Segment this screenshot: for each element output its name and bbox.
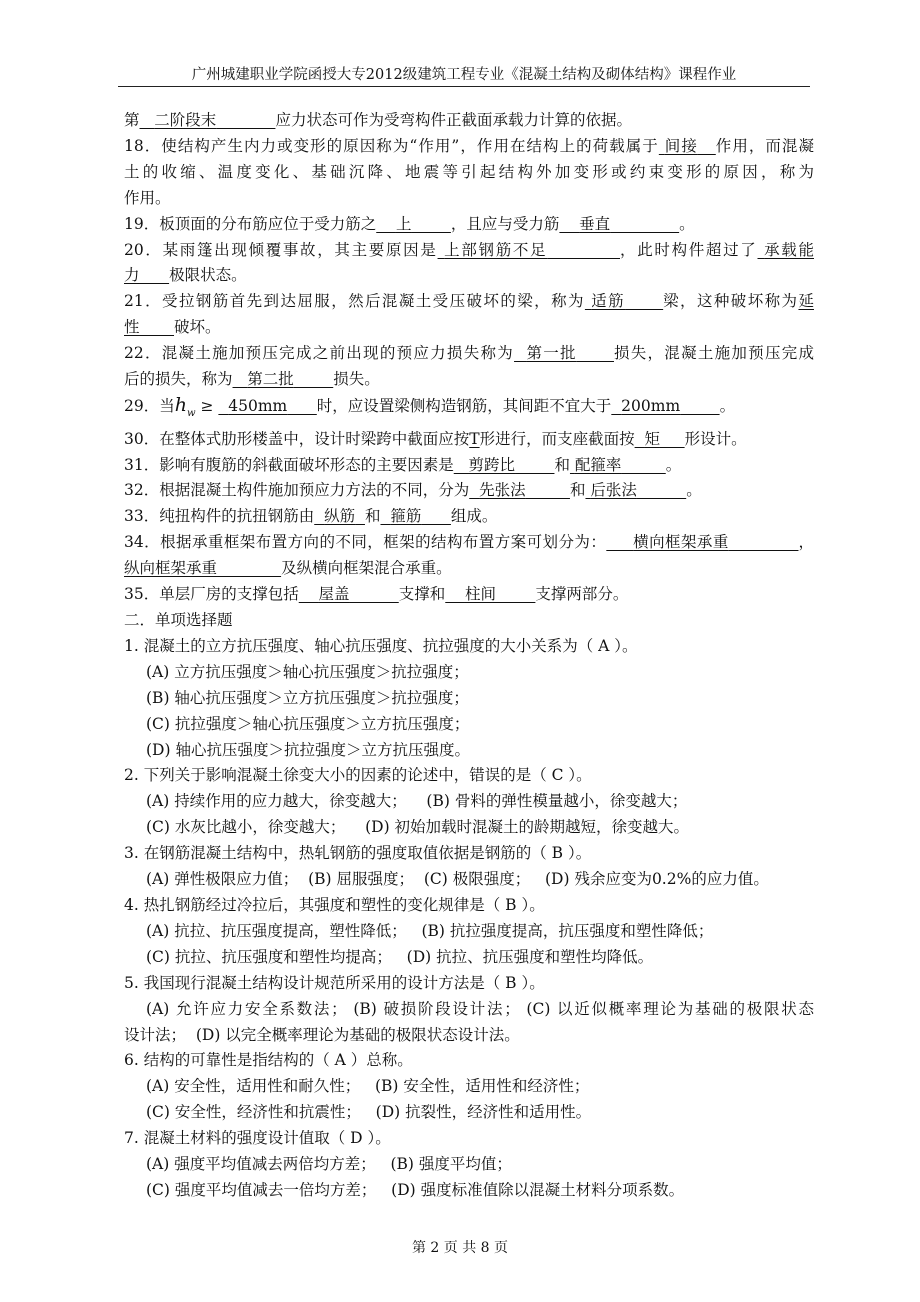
mc-q4-options-cd: (C) 抗拉、抗压强度和塑性均提高； (D) 抗拉、抗压强度和塑性均降低。 [146, 947, 654, 966]
question-19: 19．板顶面的分布筋应位于受力筋之 上 ，且应与受力筋 垂直 。 [124, 214, 695, 233]
mc-q1-option-c: (C) 抗拉强度＞轴心抗压强度＞立方抗压强度； [146, 714, 470, 733]
question-35: 35．单层厂房的支撑包括 屋盖 支撑和 柱间 支撑两部分。 [124, 585, 629, 604]
mc-q7-options-cd: (C) 强度平均值减去一倍均方差； (D) 强度标准值除以混凝土材料分项系数。 [146, 1180, 685, 1199]
document-body [124, 108, 814, 1204]
mc-q2-options-cd: (C) 水灰比越小，徐变越大； (D) 初始加载时混凝土的龄期越短，徐变越大。 [146, 818, 690, 837]
mc-question-5: 5. 我国现行混凝土结构设计规范所采用的设计方法是（ B ）。 [124, 973, 545, 992]
question-17-continued: 第 二阶段末 应力状态可作为受弯构件正截面承载力计算的依据。 [124, 111, 632, 129]
question-32: 32．根据混凝土构件施加预应力方法的不同，分为 先张法 和 后张法 。 [124, 481, 702, 500]
question-34-line2: 纵向框架承重 及纵横向框架混合承重。 [124, 559, 452, 578]
question-21: 21．受拉钢筋首先到达屈服，然后混凝土受压破坏的梁，称为 适筋 梁，这种破坏称为延 [124, 292, 814, 311]
question-31: 31．影响有腹筋的斜截面破坏形态的主要因素是 剪跨比 和 配箍率 。 [124, 455, 682, 474]
mc-question-3: 3. 在钢筋混凝土结构中，热轧钢筋的强度取值依据是钢筋的（ B ）。 [124, 844, 592, 863]
question-22-line2: 后的损失，称为 第二批 损失。 [124, 370, 380, 389]
mc-q7-options-ab: (A) 强度平均值减去两倍均方差； (B) 强度平均值； [146, 1155, 512, 1174]
question-30: 30．在整体式肋形楼盖中，设计时梁跨中截面应按T形进行，而支座截面按 矩 形设计。 [124, 429, 747, 448]
question-22: 22．混凝土施加预压完成之前出现的预应力损失称为 第一批 损失，混凝土施加预压完成 [124, 344, 814, 363]
hw-symbol: $h_w$ [174, 393, 196, 419]
mc-q5-options-line1: (A) 允许应力安全系数法； (B) 破损阶段设计法； (C) 以近似概率理论为基础的极限状态 [146, 999, 814, 1018]
page-header: 广州城建职业学院函授大专2012级建筑工程专业《混凝土结构及砌体结构》课程作业 [118, 66, 810, 87]
question-34: 34．根据承重框架布置方向的不同，框架的结构布置方案可划分为： 横向框架承重 ， [124, 533, 814, 552]
question-20: 20．某雨篷出现倾覆事故，其主要原因是 上部钢筋不足 ，此时构件超过了 承载能 [124, 240, 814, 259]
mc-q6-options-cd: (C) 安全性，经济性和抗震性； (D) 抗裂性，经济性和适用性。 [146, 1103, 592, 1122]
mc-q1-option-b: (B) 轴心抗压强度＞立方抗压强度＞抗拉强度； [146, 688, 469, 707]
question-18: 18．使结构产生内力或变形的原因称为“作用”，作用在结构上的荷载属于 间接 作用，而混凝 [124, 136, 814, 155]
mc-q6-options-ab: (A) 安全性，适用性和耐久性； (B) 安全性，适用性和经济性； [146, 1077, 590, 1096]
mc-q5-options-line2: 设计法； (D) 以完全概率理论为基础的极限状态设计法。 [124, 1025, 520, 1044]
question-21-line2: 性 破坏。 [124, 318, 221, 337]
mc-q2-options-ab: (A) 持续作用的应力越大，徐变越大； (B) 骨料的弹性模量越小，徐变越大； [146, 792, 688, 811]
question-18-line3: 作用。 [124, 188, 171, 207]
section-title-multiple-choice: 二．单项选择题 [124, 611, 233, 630]
mc-question-4: 4. 热扎钢筋经过冷拉后，其强度和塑性的变化规律是（ B ）。 [124, 895, 545, 914]
mc-question-7: 7. 混凝土材料的强度设计值取（ D ）。 [124, 1129, 391, 1148]
mc-q3-options: (A) 弹性极限应力值； (B) 屈服强度； (C) 极限强度； (D) 残余应变为0.2%的应力值。 [146, 870, 769, 889]
question-33: 33．纯扭构件的抗扭钢筋由 纵筋 和 箍筋 组成。 [124, 507, 498, 526]
mc-question-1: 1. 混凝土的立方抗压强度、轴心抗压强度、抗拉强度的大小关系为（ A ）。 [124, 636, 638, 655]
mc-question-6: 6. 结构的可靠性是指结构的（ A ）总称。 [124, 1051, 413, 1070]
mc-q1-option-d: (D) 轴心抗压强度＞抗拉强度＞立方抗压强度。 [146, 740, 470, 759]
page-footer: 第 2 页 共 8 页 [411, 1240, 509, 1256]
mc-q4-options-ab: (A) 抗拉、抗压强度提高，塑性降低； (B) 抗拉强度提高，抗压强度和塑性降低； [146, 921, 714, 940]
question-29: 29．当$h_w \ge 450mm$ 时，应设置梁侧构造钢筋，其间距不宜大于 200mm 。 [124, 393, 736, 419]
mc-question-2: 2. 下列关于影响混凝土徐变大小的因素的论述中，错误的是（ C ）。 [124, 766, 592, 785]
mc-q1-option-a: (A) 立方抗压强度＞轴心抗压强度＞抗拉强度； [146, 662, 469, 681]
question-18-line2: 土的收缩、温度变化、基础沉降、地震等引起结构外加变形或约束变形的原因，称为 [124, 162, 814, 181]
question-20-line2: 力 极限状态。 [124, 266, 247, 285]
